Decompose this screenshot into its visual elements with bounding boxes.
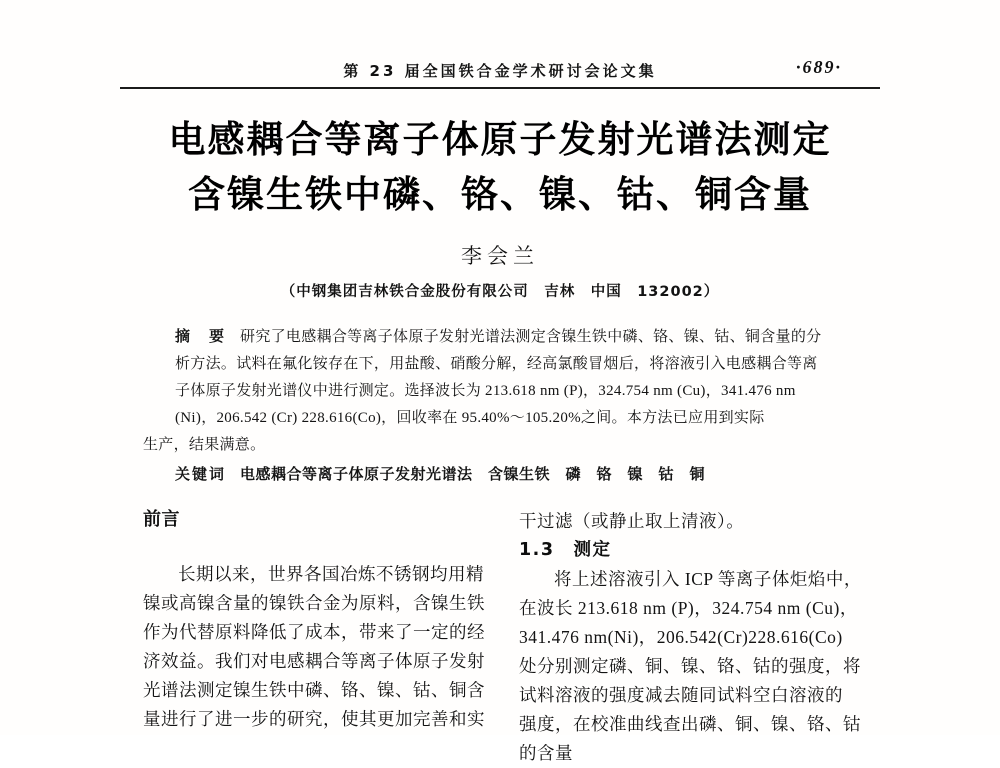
author-affiliation: （中钢集团吉林铁合金股份有限公司 吉林 中国 132002） <box>280 284 720 300</box>
abstract-line: 子体原子发射光谱仪中进行测定。选择波长为 213.618 nm (P)，324.754 nm (Cu)，341.476 nm <box>175 383 796 399</box>
paragraph-line-clipped: 的含量 <box>519 743 573 763</box>
section-heading-1-3: 1.3 测定 <box>519 540 612 560</box>
abstract-line <box>175 323 867 351</box>
keywords-label: 关键词 <box>175 465 227 483</box>
paragraph-line: 镍或高镍含量的镍铁合金为原料，含镍生铁 <box>143 593 485 613</box>
paragraph-line: 济效益。我们对电感耦合等离子体原子发射 <box>143 651 485 671</box>
abstract-line-text: 研究了电感耦合等离子体原子发射光谱法测定含镍生铁中磷、铬、镍、钴、铜含量的分 <box>240 329 822 345</box>
header-rule <box>120 87 880 89</box>
abstract-line: (Ni)，206.542 (Cr) 228.616(Co)，回收率在 95.40%～105.20%之间。本方法已应用到实际 <box>175 410 765 426</box>
right-column <box>519 507 885 768</box>
paper-title-line-1: 电感耦合等离子体原子发射光谱法测定 <box>168 118 832 161</box>
paragraph-line: 长期以来，世界各国冶炼不锈钢均用精 <box>178 564 484 584</box>
abstract-line: 生产，结果满意。 <box>143 437 266 453</box>
abstract-label: 摘 要 <box>175 327 227 345</box>
carryover-line: 干过滤（或静止取上清液）。 <box>519 511 745 531</box>
paper-title <box>0 112 1000 222</box>
paragraph-line: 光谱法测定镍生铁中磷、铬、镍、钴、铜含 <box>143 680 485 700</box>
keywords-text: 电感耦合等离子体原子发射光谱法 含镍生铁 磷 铬 镍 钴 铜 <box>240 465 706 483</box>
author-name: 李会兰 <box>461 244 539 268</box>
left-column <box>143 507 495 734</box>
paragraph-line: 试料溶液的强度减去随同试料空白溶液的 <box>519 685 843 705</box>
paragraph-line: 在波长 213.618 nm (P)，324.754 nm (Cu)， <box>519 598 858 618</box>
abstract-block <box>143 323 867 488</box>
page-number: ·689· <box>796 57 842 77</box>
keywords-line <box>175 461 867 488</box>
paragraph-line: 处分别测定磷、铜、镍、铬、钴的强度，将 <box>519 656 861 676</box>
section-heading-foreword: 前言 <box>143 509 180 530</box>
paper-title-line-2: 含镍生铁中磷、铬、镍、钴、铜含量 <box>188 173 812 216</box>
paragraph-line: 341.476 nm(Ni)，206.542(Cr)228.616(Co) <box>519 627 843 647</box>
paragraph-line: 强度，在校准曲线查出磷、铜、镍、铬、钴 <box>519 714 861 734</box>
page-header <box>120 57 880 94</box>
abstract-line: 析方法。试料在氟化铵存在下，用盐酸、硝酸分解，经高氯酸冒烟后，将溶液引入电感耦合等离 <box>175 356 818 372</box>
paragraph-line: 将上述溶液引入 ICP 等离子体炬焰中， <box>554 569 862 589</box>
paragraph-line: 作为代替原料降低了成本，带来了一定的经 <box>143 622 485 642</box>
journal-title: 第 23 届全国铁合金学术研讨会论文集 <box>343 62 657 80</box>
paragraph-line: 量进行了进一步的研究，使其更加完善和实 <box>143 709 485 729</box>
